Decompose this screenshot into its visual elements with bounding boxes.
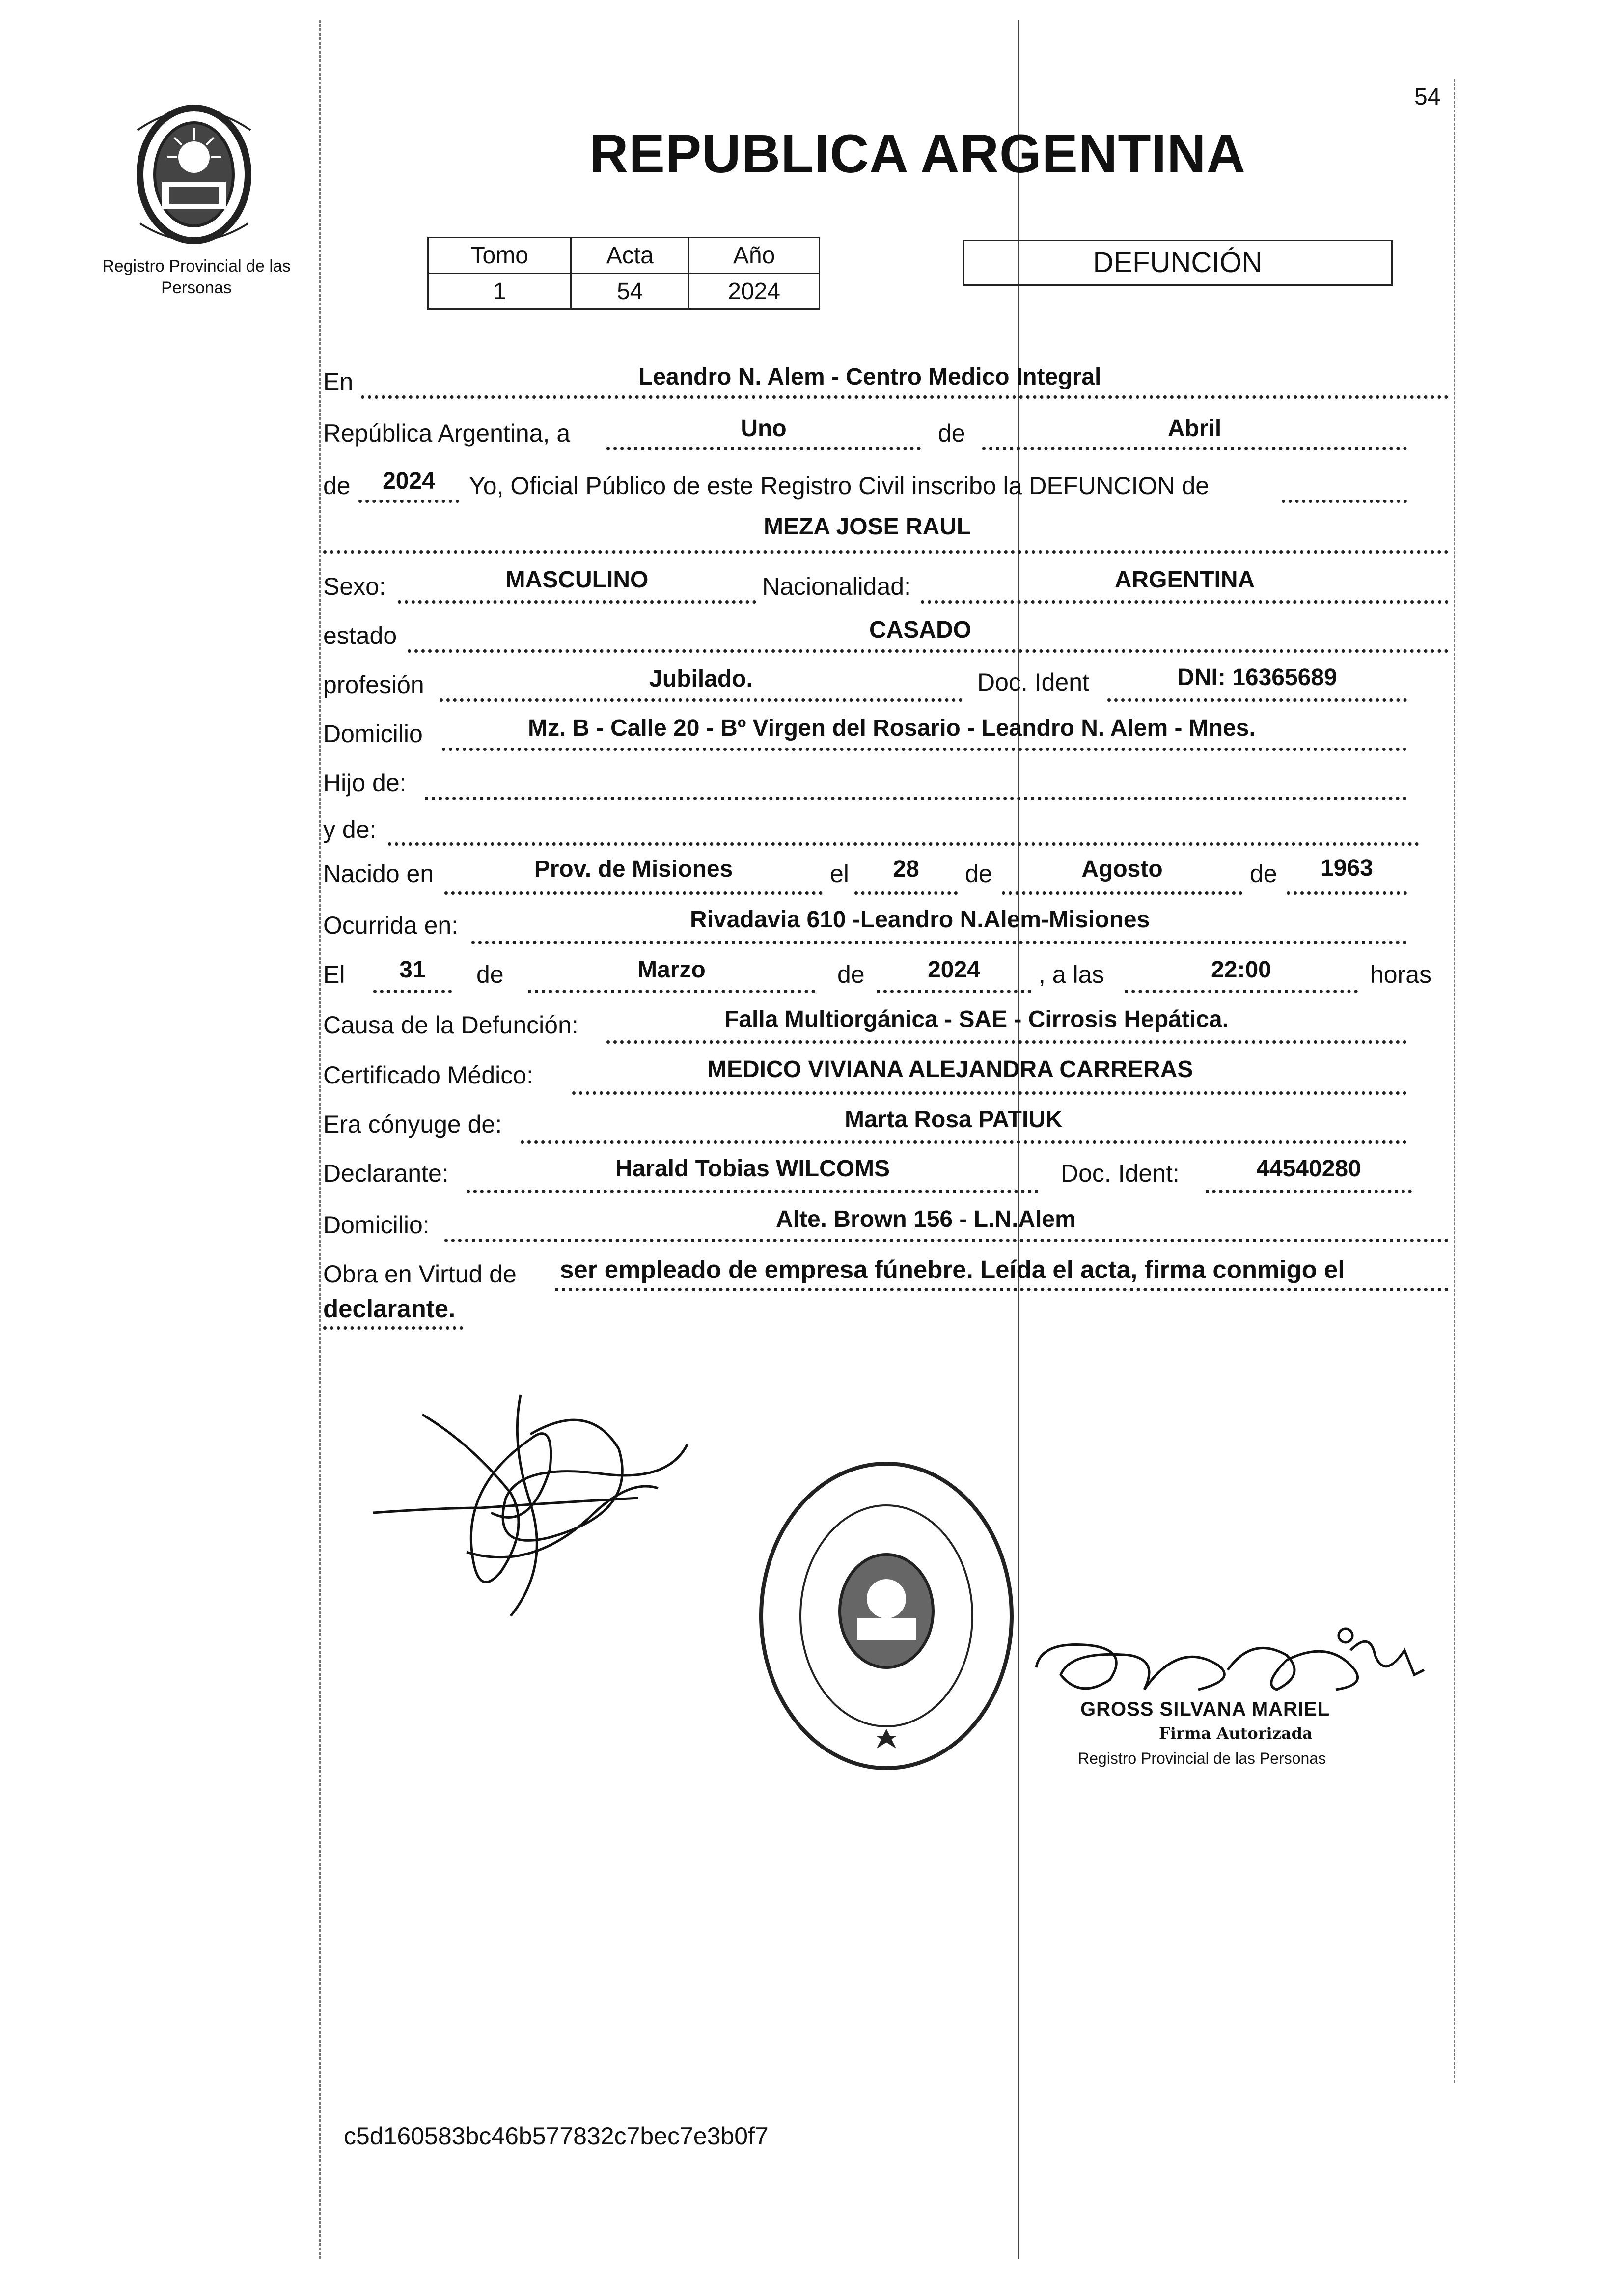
dotted-line: [555, 1288, 1449, 1291]
domicilio-label: Domicilio: [323, 720, 423, 748]
dotted-line: [440, 698, 963, 702]
declarante-label: Declarante:: [323, 1160, 449, 1187]
signer-org: Registro Provincial de las Personas: [1078, 1749, 1326, 1767]
dotted-line: [361, 395, 1449, 399]
nombre-value: MEZA JOSE RAUL: [764, 514, 971, 540]
domicilio-value: Mz. B - Calle 20 - Bº Virgen del Rosario - Leandro N. Alem - Mnes.: [528, 715, 1256, 741]
decl-doc-value: 44540280: [1256, 1156, 1361, 1182]
profesion-value: Jubilado.: [649, 666, 753, 692]
tomo-value: 1: [428, 274, 571, 309]
sexo-value: MASCULINO: [505, 567, 649, 593]
mes-value: Abril: [1167, 416, 1222, 442]
decl-domicilio-label: Domicilio:: [323, 1211, 430, 1239]
sexo-label: Sexo:: [323, 573, 386, 600]
fold-line: [1018, 20, 1019, 2259]
dotted-line: [444, 891, 823, 895]
dotted-line: [444, 1239, 1449, 1242]
dotted-line: [854, 891, 958, 895]
estado-value: CASADO: [869, 617, 972, 643]
nac-anio-value: 1963: [1321, 855, 1373, 881]
hora-value: 22:00: [1211, 957, 1271, 983]
dotted-line: [1206, 1190, 1412, 1193]
declarante-value: Harald Tobias WILCOMS: [615, 1156, 890, 1182]
signer-name: GROSS SILVANA MARIEL: [1080, 1698, 1330, 1720]
dotted-line: [1002, 891, 1242, 895]
dotted-line: [1107, 698, 1407, 702]
estado-label: estado: [323, 622, 397, 649]
de-label: de: [938, 419, 965, 447]
registry-table: [427, 237, 820, 310]
conyuge-value: Marta Rosa PATIUK: [845, 1107, 1063, 1133]
nacido-label: Nacido en: [323, 860, 434, 888]
dotted-line: [572, 1091, 1407, 1095]
certificado-value: MEDICO VIVIANA ALEJANDRA CARRERAS: [707, 1056, 1193, 1083]
republica-label: República Argentina, a: [323, 419, 571, 447]
conyuge-label: Era cónyuge de:: [323, 1111, 502, 1138]
tomo-header: Tomo: [428, 238, 571, 274]
el-label: El: [323, 961, 345, 988]
right-margin-line: [1454, 79, 1455, 2083]
dotted-line: [877, 990, 1031, 993]
de-label: de: [965, 860, 992, 888]
causa-value: Falla Multiorgánica - SAE - Cirrosis Hepática.: [724, 1006, 1229, 1032]
nac-dia-value: 28: [893, 856, 919, 882]
dotted-line: [606, 447, 921, 450]
def-anio-value: 2024: [928, 957, 980, 983]
dotted-line: [442, 748, 1407, 751]
dotted-line: [323, 550, 1449, 554]
dotted-line: [358, 500, 459, 503]
dotted-line: [1125, 990, 1358, 993]
dotted-line: [467, 1190, 1039, 1193]
decl-domicilio-value: Alte. Brown 156 - L.N.Alem: [776, 1206, 1076, 1232]
def-dia-value: 31: [399, 957, 426, 983]
official-seal: [751, 1454, 1021, 1778]
ocurrida-label: Ocurrida en:: [323, 912, 459, 939]
el-label: el: [830, 860, 849, 888]
doc-label: Doc. Ident: [977, 668, 1089, 696]
left-margin-line: [319, 20, 321, 2259]
def-mes-value: Marzo: [637, 957, 706, 983]
anio-header: Año: [689, 238, 820, 274]
horas-label: horas: [1370, 961, 1432, 988]
alas-label: , a las: [1039, 961, 1104, 988]
certificado-label: Certificado Médico:: [323, 1061, 533, 1089]
obra-value-1: ser empleado de empresa fúnebre. Leída el acta, firma conmigo el: [560, 1255, 1345, 1283]
page-title: REPUBLICA ARGENTINA: [589, 124, 1246, 184]
dotted-line: [921, 600, 1449, 604]
yo-text: Yo, Oficial Público de este Registro Civil inscribo la DEFUNCION de: [469, 472, 1210, 500]
dotted-line: [1282, 500, 1407, 503]
dotted-line: [471, 941, 1407, 944]
en-label: En: [323, 368, 354, 395]
authority-signature: [1031, 1621, 1434, 1709]
de-label: de: [1250, 860, 1277, 888]
dotted-line: [425, 797, 1407, 800]
dotted-line: [388, 842, 1419, 846]
de-label: de: [476, 961, 504, 988]
ocurrida-value: Rivadavia 610 -Leandro N.Alem-Misiones: [690, 907, 1150, 933]
dotted-line: [982, 447, 1407, 450]
nacionalidad-label: Nacionalidad:: [762, 573, 911, 600]
page-number: 54: [1414, 84, 1441, 110]
obra-label: Obra en Virtud de: [323, 1260, 517, 1288]
profesion-label: profesión: [323, 671, 424, 698]
dotted-line: [528, 990, 815, 993]
dotted-line: [521, 1140, 1407, 1144]
dotted-line: [408, 649, 1449, 653]
dotted-line: [606, 1040, 1407, 1044]
logo-caption: Registro Provincial de las Personas: [102, 257, 291, 297]
de-label: de: [323, 472, 351, 500]
lugar-value: Leandro N. Alem - Centro Medico Integral: [638, 364, 1101, 390]
y-de-label: y de:: [323, 816, 377, 843]
obra-value-2: declarante.: [323, 1295, 456, 1323]
nacido-lugar-value: Prov. de Misiones: [534, 856, 733, 882]
acta-value: 54: [571, 274, 689, 309]
de-label: de: [837, 961, 865, 988]
document-hash: c5d160583bc46b577832c7bec7e3b0f7: [344, 2122, 769, 2150]
dotted-line: [398, 600, 756, 604]
causa-label: Causa de la Defunción:: [323, 1011, 578, 1039]
document-type-box: DEFUNCIÓN: [963, 240, 1393, 286]
dia-value: Uno: [741, 416, 787, 442]
anio-value: 2024: [689, 274, 820, 309]
hijo-label: Hijo de:: [323, 769, 407, 797]
dotted-line: [373, 990, 452, 993]
anio-value: 2024: [383, 468, 435, 494]
declarant-signature: [344, 1385, 746, 1640]
signer-role: Firma Autorizada: [1159, 1724, 1313, 1743]
acta-header: Acta: [571, 238, 689, 274]
nacionalidad-value: ARGENTINA: [1114, 567, 1255, 593]
dotted-line: [1287, 891, 1407, 895]
nac-mes-value: Agosto: [1081, 856, 1163, 882]
provincial-logo: [128, 101, 260, 248]
decl-doc-label: Doc. Ident:: [1061, 1160, 1180, 1187]
dotted-line: [323, 1326, 463, 1330]
doc-value: DNI: 16365689: [1177, 665, 1337, 691]
